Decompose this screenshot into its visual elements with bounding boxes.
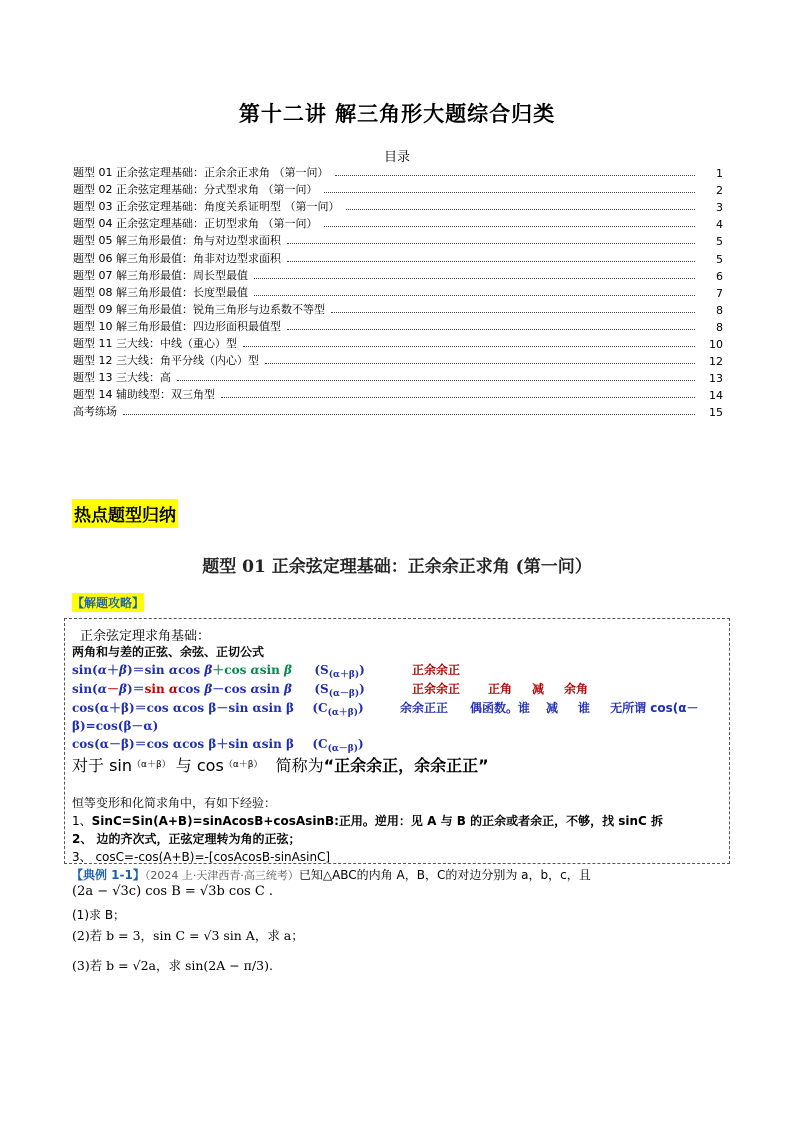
- toc-item[interactable]: [73, 317, 723, 334]
- toc-item-label: 题型 13 三大线：高: [73, 371, 171, 385]
- page-title: 第十二讲 解三角形大题综合归类: [238, 102, 556, 126]
- table-of-contents: [73, 163, 723, 419]
- example-header: 【典例 1-1】（2024 上·天津西青·高三统考）已知△ABC的内角 A，B，C的对边分别为 a，b，c，且: [71, 868, 591, 882]
- toc-item[interactable]: [73, 266, 723, 283]
- example-question-3: (3)若 b = √2a，求 sin(2A − π/3).: [72, 958, 273, 973]
- toc-dot-leader: [346, 208, 696, 210]
- toc-item[interactable]: [73, 385, 723, 402]
- toc-dot-leader: [254, 277, 695, 279]
- toc-item[interactable]: [73, 248, 723, 265]
- toc-item-page: 13: [709, 372, 723, 386]
- toc-item-page: 5: [716, 235, 723, 249]
- toc-item-label: 题型 02 正余弦定理基础：分式型求角 （第一问）: [73, 183, 318, 197]
- toc-item[interactable]: [73, 231, 723, 248]
- toc-item-label: 题型 05 解三角形最值：角与对边型求面积: [73, 234, 281, 248]
- toc-item-page: 4: [716, 218, 723, 232]
- toc-item-label: 高考练场: [73, 405, 117, 419]
- toc-item-page: 14: [709, 389, 723, 403]
- toc-item-label: 题型 04 正余弦定理基础：正切型求角 （第一问）: [73, 217, 318, 231]
- toc-dot-leader: [123, 413, 695, 415]
- toc-item-label: 题型 07 解三角形最值：周长型最值: [73, 268, 248, 282]
- toc-item-label: 题型 03 正余弦定理基础：角度关系证明型 （第一问）: [73, 200, 340, 214]
- toc-dot-leader: [177, 379, 695, 381]
- strategy-tag: 【解题攻略】: [72, 593, 144, 612]
- toc-dot-leader: [265, 362, 695, 364]
- toc-item-label: 题型 09 解三角形最值：锐角三角形与边系数不等型: [73, 302, 325, 316]
- toc-item[interactable]: [73, 197, 723, 214]
- note-sin-diff: 正余余正 正角 减 余角: [412, 682, 589, 696]
- toc-item[interactable]: [73, 351, 723, 368]
- summary-line: 对于 $\sin^{(\alpha+\beta)}$ 与 $\cos^{(\alpha+\beta)}$ 简称为“正余余正，余余正正”: [72, 756, 489, 775]
- toc-item[interactable]: [73, 283, 723, 300]
- toc-item-page: 2: [716, 184, 723, 198]
- toc-item-page: 10: [709, 338, 723, 352]
- toc-item-label: 题型 06 解三角形最值：角非对边型求面积: [73, 251, 281, 265]
- toc-item-label: 题型 01 正余弦定理基础：正余余正求角 （第一问）: [73, 166, 329, 180]
- toc-dot-leader: [243, 345, 695, 347]
- toc-dot-leader: [287, 328, 695, 330]
- formula-sin-diff: sin(α－β)＝sin αcos β－cos αsin β $(S_{(\alpha-\beta)})$: [72, 682, 365, 699]
- toc-dot-leader: [331, 311, 695, 313]
- formula-sin-sum: sin(α＋β)＝sin αcos β＋cos αsin β $(S_{(\alpha+\beta)})$: [72, 663, 365, 680]
- toc-item-page: 8: [716, 320, 723, 334]
- toc-item-label: 题型 08 解三角形最值：长度型最值: [73, 285, 248, 299]
- toc-item-label: 题型 11 三大线：中线（重心）型: [73, 337, 237, 351]
- toc-item-page: 8: [716, 303, 723, 317]
- toc-item[interactable]: [73, 163, 723, 180]
- method-heading: 正余弦定理求角基础：: [80, 629, 211, 644]
- experience-item-2: 2、 边的齐次式，正弦定理转为角的正弦；: [72, 832, 301, 846]
- toc-item-page: 3: [716, 201, 723, 215]
- experience-item-3: 3、 cosC=-cos(A+B)=-[cosAcosB-sinAsinC]: [72, 850, 331, 864]
- toc-dot-leader: [287, 242, 695, 244]
- toc-item[interactable]: [73, 334, 723, 351]
- experience-heading: 恒等变形和化简求角中，有如下经验：: [72, 796, 277, 810]
- toc-item-page: 5: [716, 252, 723, 266]
- toc-item-label: 题型 10 解三角形最值：四边形面积最值型: [73, 319, 281, 333]
- toc-item-label: 题型 14 辅助线型：双三角型: [73, 388, 215, 402]
- example-question-2: (2)若 b = 3，sin C = √3 sin A，求 a；: [72, 928, 304, 943]
- toc-dot-leader: [324, 191, 696, 193]
- toc-item-page: 12: [709, 355, 723, 369]
- hot-topics-banner: 热点题型归纳: [72, 499, 178, 528]
- toc-item-page: 1: [716, 167, 723, 181]
- toc-item[interactable]: [73, 402, 723, 419]
- toc-item-label: 题型 12 三大线：角平分线（内心）型: [73, 354, 259, 368]
- example-question-1: (1)求 B；: [72, 908, 126, 922]
- toc-dot-leader: [221, 396, 695, 398]
- formula-cos-diff: cos(α－β)＝cos αcos β＋sin αsin β $(C_{(\alpha-\beta)})$: [72, 737, 364, 754]
- toc-item-page: 6: [716, 269, 723, 283]
- toc-dot-leader: [335, 174, 696, 176]
- toc-dot-leader: [287, 260, 695, 262]
- toc-dot-leader: [254, 294, 695, 296]
- toc-item-page: 7: [716, 286, 723, 300]
- experience-item-1: 1、SinC=Sin(A+B)=sinAcosB+cosAsinB:正用。逆用：见 A 与 B 的正余或者余正，不够，找 sinC 拆: [72, 814, 664, 828]
- note-cos-sum: 余余正正 偶函数。谁 减 谁 无所谓 cos(α－: [400, 701, 699, 715]
- formula-cos-sum: cos(α＋β)＝cos αcos β－sin αsin β $(C_{(\alpha+\beta)})$: [72, 701, 364, 718]
- note-sin-sum: 正余余正: [412, 663, 461, 677]
- toc-item[interactable]: [73, 300, 723, 317]
- formula-cos-sum-cont: β)=cos(β－α): [72, 719, 159, 733]
- method-subheading: 两角和与差的正弦、余弦、正切公式: [72, 645, 265, 659]
- section-title: 题型 01 正余弦定理基础：正余余正求角 (第一问）: [202, 557, 592, 577]
- toc-item[interactable]: [73, 368, 723, 385]
- toc-item[interactable]: [73, 180, 723, 197]
- toc-heading: 目录: [383, 150, 410, 165]
- toc-item-page: 15: [709, 406, 723, 420]
- toc-dot-leader: [324, 225, 696, 227]
- example-condition: (2a − √3c) cos B = √3b cos C .: [72, 884, 274, 899]
- toc-item[interactable]: [73, 214, 723, 231]
